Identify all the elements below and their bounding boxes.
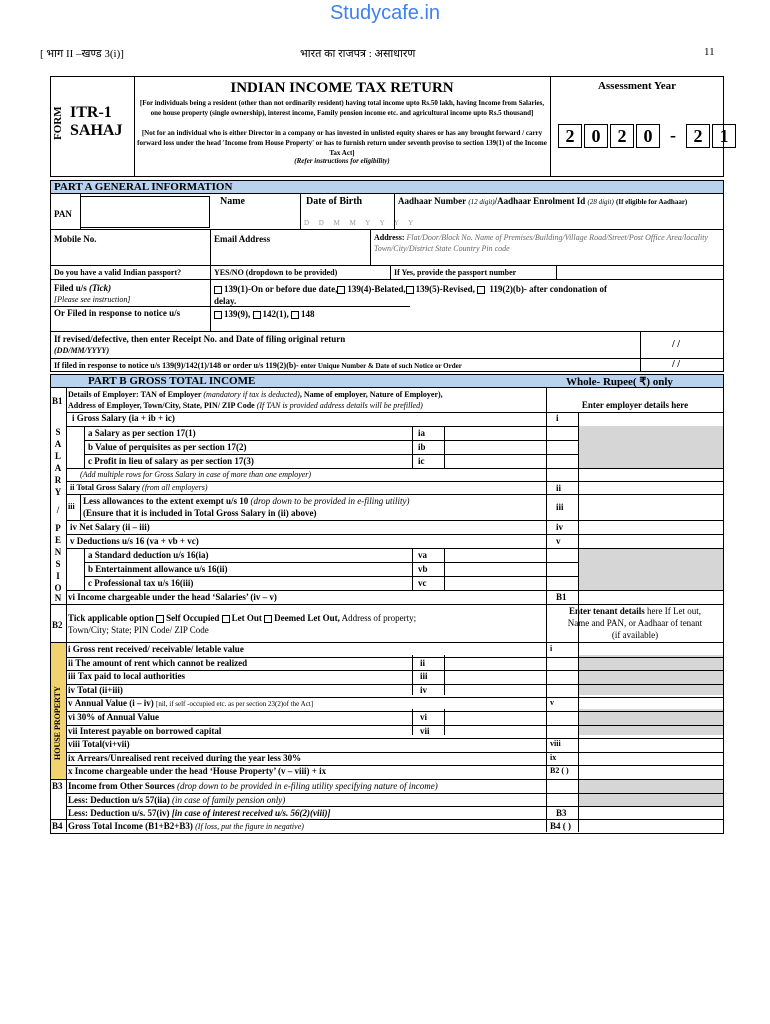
checkbox-139-5[interactable]	[406, 286, 414, 294]
row-iii: Less allowances to the extent exempt u/s 10 (drop down to be provided in e-filing utility) (Ensure that it is included in Total Gross Salary in (ii) above)	[83, 496, 410, 518]
row-i: i Gross Salary (ia + ib + ic)	[72, 413, 175, 423]
row-va: a Standard deduction u/s 16(ia)	[88, 550, 209, 560]
email-label: Email Address	[214, 234, 271, 244]
row-iv: iv Net Salary (ii – iii)	[70, 522, 150, 532]
filed-label: Filed u/s (Tick)	[54, 283, 112, 293]
b3-deduction-57iia: Less: Deduction u/s 57(iia) (in case of family pension only)	[68, 795, 286, 805]
passport-number-label: If Yes, provide the passport number	[394, 268, 517, 277]
house-property-row: ii The amount of rent which cannot be realized	[68, 658, 248, 668]
revised-format: (DD/MM/YYYY)	[54, 346, 110, 355]
checkbox-148[interactable]	[291, 311, 299, 319]
house-property-ref: i	[550, 644, 553, 653]
notice-order-label: If filed in response to notice u/s 139(9)/142(1)/148 or order u/s 119(2)(b)- enter Unique Number & Date of such Notice or Order	[54, 361, 462, 370]
checkbox-deemed-let-out[interactable]	[264, 615, 272, 623]
form-title: INDIAN INCOME TAX RETURN	[230, 80, 454, 96]
house-property-row: iv Total (ii+iii)	[68, 685, 123, 695]
gazette-title: भारत का राजपत्र : असाधारण	[300, 48, 416, 60]
house-property-row: i Gross rent received/ receivable/ letable value	[68, 644, 244, 654]
salary-pension-label: S A L A R Y / P E N S I O N	[54, 427, 62, 603]
house-property-ref: v	[550, 698, 554, 707]
b1-enter-employer[interactable]: Enter employer details here	[581, 400, 689, 410]
address-field[interactable]: Address: Flat/Door/Block No. Name of Premises/Building/Village Road/Street/Post Office Area/locality Town/City/District State Country Pin code	[374, 233, 708, 253]
house-property-row: vii Interest payable on borrowed capital	[68, 726, 222, 736]
notice-order-date[interactable]: / /	[672, 359, 681, 370]
form-word: FORM	[52, 106, 64, 140]
b2-tenant-details[interactable]: Enter tenant details here If Let out, Name and PAN, or Aadhaar of tenant (if available)	[567, 606, 703, 640]
add-rows-note: (Add multiple rows for Gross Salary in case of more than one employer)	[80, 470, 312, 479]
house-property-ref: viii	[550, 739, 561, 748]
notice-label: Or Filed in response to notice u/s	[54, 308, 181, 318]
assessment-year-value: 2 0 2 0 - 2 1	[558, 124, 736, 148]
mobile-label: Mobile No.	[54, 234, 97, 244]
pan-label: PAN	[54, 209, 72, 219]
checkbox-142-1[interactable]	[253, 311, 261, 319]
house-property-row: x Income chargeable under the head ‘House Property’ (v – viii) + ix	[68, 766, 327, 776]
b1-employer-details: Details of Employer: TAN of Employer (mandatory if tax is deducted), Name of employer, Nature of Employer), Address of Employer, Town/City, State, PIN/ ZIP Code (If TAN is provided address details will be prefilled)	[68, 390, 443, 410]
revised-date[interactable]: / /	[672, 339, 681, 350]
name-label: Name	[220, 196, 245, 207]
b2-options[interactable]: Tick applicable option Self Occupied Let Out Deemed Let Out, Address of property; Town/City; State; PIN Code/ ZIP Code	[68, 613, 417, 635]
row-ia: a Salary as per section 17(1)	[88, 428, 196, 438]
row-ib: b Value of perquisites as per section 17(2)	[88, 442, 247, 452]
pan-input[interactable]	[80, 196, 210, 228]
checkbox-119-2b[interactable]	[477, 286, 485, 294]
b3-deduction-57iv: Less: Deduction u/s. 57(iv) [in case of interest received u/s. 56(2)(viii)]	[68, 808, 331, 818]
form-code: ITR-1	[70, 104, 112, 121]
checkbox-139-4[interactable]	[337, 286, 345, 294]
aadhaar-label: Aadhaar Number (12 digit)/Aadhaar Enrolment Id (28 digit) (If eligible for Aadhaar)	[398, 196, 688, 206]
passport-yesno[interactable]: YES/NO (dropdown to be provided)	[214, 268, 338, 277]
form-name: SAHAJ	[70, 122, 123, 139]
b3-code: B3	[52, 781, 63, 791]
b3-other-sources: Income from Other Sources (drop down to be provided in e-filing utility specifying nature of income)	[68, 781, 438, 791]
part-b-heading: PART B GROSS TOTAL INCOME	[88, 375, 256, 387]
b4-code: B4	[52, 821, 63, 831]
house-property-code: ii	[420, 658, 426, 668]
checkbox-139-1[interactable]	[214, 286, 222, 294]
checkbox-let-out[interactable]	[222, 615, 230, 623]
form-desc1: [For individuals being a resident (other than not ordinarily resident) having total income upto Rs.50 lakh, having Income from Salaries, one house property (single ownership), interest income, Family pension income etc. and agricultural income upto Rs.5 thousand]	[139, 99, 545, 117]
b1-code: B1	[52, 396, 63, 406]
row-vi: vi Income chargeable under the head ‘Salaries’ (iv – v)	[68, 592, 277, 602]
filed-options[interactable]: 139(1)-On or before due date, 139(4)-Belated, 139(5)-Revised, 119(2)(b)- after condonation of delay.	[214, 284, 607, 306]
house-property-row: vi 30% of Annual Value	[68, 712, 160, 722]
assessment-year-label: Assessment Year	[597, 80, 677, 92]
row-ic: c Profit in lieu of salary as per section 17(3)	[88, 456, 254, 466]
checkbox-139-9[interactable]	[214, 311, 222, 319]
form-desc2: [Not for an individual who is either Director in a company or has invested in unlisted equity shares or has any brought forward / carry forward loss under the head 'Income from House Property' or has to furnish return under seventh proviso to section 139(1) of the Income Tax Act]	[137, 129, 547, 157]
house-property-code: vii	[420, 726, 430, 736]
page-number: 11	[704, 46, 715, 58]
whole-rupee: Whole- Rupee( ₹) only	[566, 376, 673, 388]
revised-label: If revised/defective, then enter Receipt No. and Date of filing original return	[54, 334, 346, 344]
checkbox-self-occupied[interactable]	[156, 615, 164, 623]
house-property-code: vi	[420, 712, 428, 722]
row-vb: b Entertainment allowance u/s 16(ii)	[88, 564, 228, 574]
house-property-row: ix Arrears/Unrealised rent received during the year less 30%	[68, 753, 302, 763]
house-property-row: v Annual Value (i – iv) [nil, if self -occupied etc. as per section 23(2)of the Act]	[68, 698, 314, 708]
house-property-ref: B2 ( )	[550, 766, 569, 775]
house-property-code: iv	[420, 685, 428, 695]
notice-options[interactable]: 139(9), 142(1), 148	[214, 309, 315, 319]
dob-input[interactable]: D D M M Y Y Y Y	[304, 219, 418, 227]
watermark: Studycafe.in	[329, 2, 441, 24]
form-desc3: (Refer instructions for eligibility)	[294, 157, 390, 165]
passport-question: Do you have a valid Indian passport?	[54, 268, 182, 277]
row-vc: c Professional tax u/s 16(iii)	[88, 578, 194, 588]
row-ii: ii Total Gross Salary (from all employers)	[70, 483, 208, 492]
house-property-ref: ix	[550, 753, 557, 762]
row-v: v Deductions u/s 16 (va + vb + vc)	[70, 536, 199, 546]
filed-instruction: [Please see instruction]	[54, 295, 131, 304]
house-property-label: HOUSE PROPERTY	[53, 686, 62, 760]
dob-label: Date of Birth	[306, 196, 363, 207]
b2-code: B2	[52, 620, 63, 630]
b4-gross-total: Gross Total Income (B1+B2+B3) (If loss, put the figure in negative)	[68, 821, 304, 831]
house-property-row: viii Total(vi+vii)	[68, 739, 130, 749]
part-a-heading: PART A GENERAL INFORMATION	[54, 181, 233, 193]
house-property-code: iii	[420, 671, 428, 681]
gazette-part: [ भाग II –खण्ड 3(i)]	[40, 48, 124, 60]
house-property-row: iii Tax paid to local authorities	[68, 671, 185, 681]
